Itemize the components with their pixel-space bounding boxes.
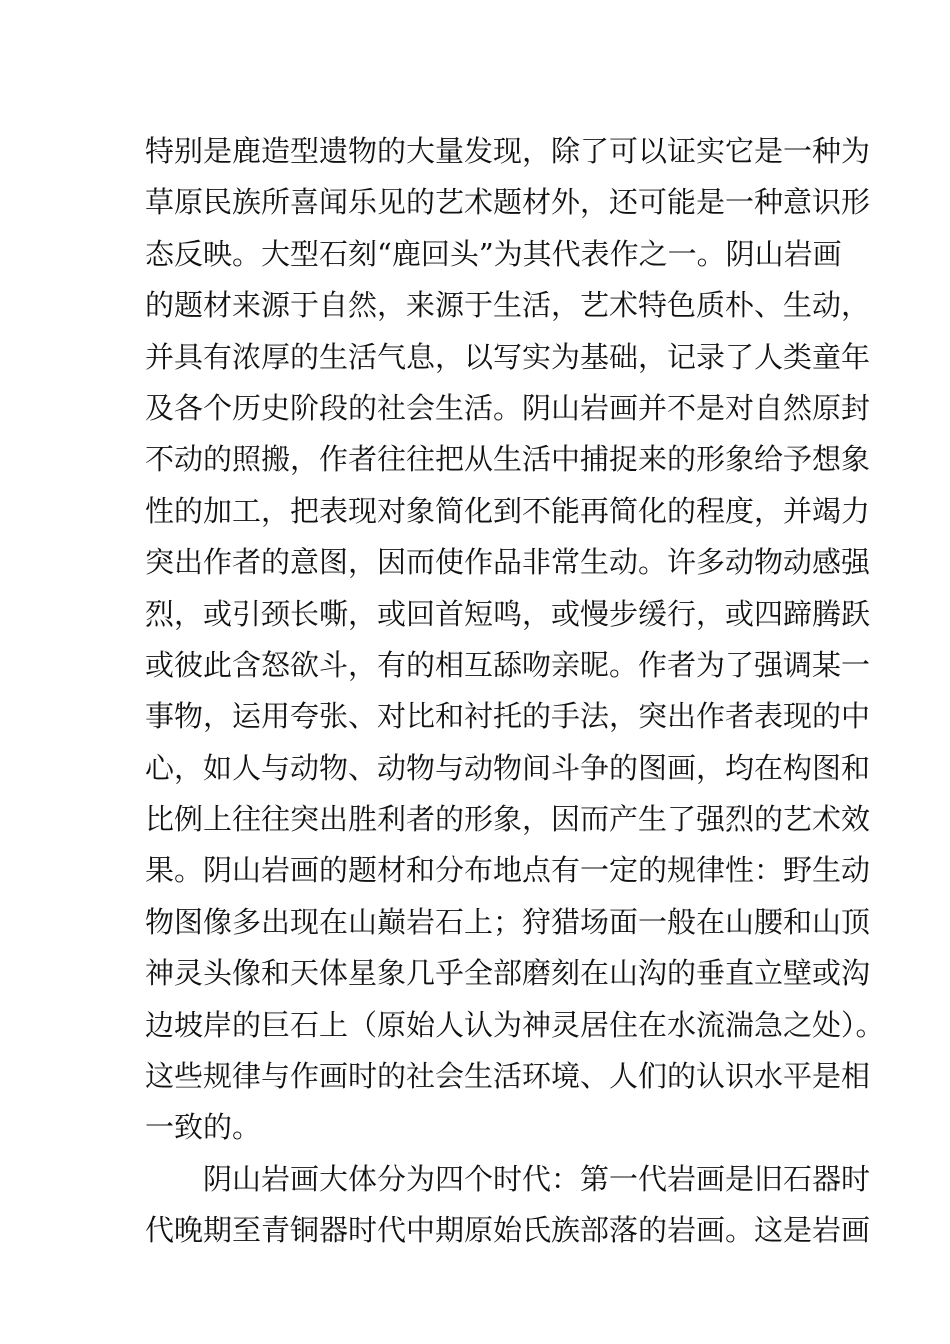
text-line: 比例上往往突出胜利者的形象，因而产生了强烈的艺术效 (145, 802, 871, 837)
text-line: 态反映。大型石刻“鹿回头”为其代表作之一。阴山岩画 (145, 236, 842, 271)
text-line: 并具有浓厚的生活气息，以写实为基础，记录了人类童年 (145, 339, 871, 374)
text-line: 或彼此含怒欲斗，有的相互舔吻亲昵。作者为了强调某一 (145, 647, 871, 682)
text-line: 代晚期至青铜器时代中期原始氏族部落的岩画。这是岩画 (145, 1213, 871, 1248)
text-line: 果。阴山岩画的题材和分布地点有一定的规律性：野生动 (145, 853, 871, 888)
text-line: 一致的。 (145, 1110, 262, 1145)
paragraph (145, 126, 885, 1154)
text-line: 阴山岩画大体分为四个时代：第一代岩画是旧石器时 (203, 1161, 871, 1196)
text-line: 这些规律与作画时的社会生活环境、人们的认识水平是相 (145, 1059, 871, 1094)
text-line: 心，如人与动物、动物与动物间斗争的图画，均在构图和 (145, 750, 871, 785)
text-line: 特别是鹿造型遗物的大量发现，除了可以证实它是一种为 (145, 134, 871, 168)
text-line: 烈，或引颈长嘶，或回首短鸣，或慢步缓行，或四蹄腾跃 (145, 596, 871, 631)
text-line: 的题材来源于自然，来源于生活，艺术特色质朴、生动， (145, 288, 871, 323)
text-line: 不动的照搬，作者往往把从生活中捕捉来的形象给予想象 (145, 442, 871, 477)
text-line: 物图像多出现在山巅岩石上；狩猎场面一般在山腰和山顶 (145, 904, 871, 939)
body-text (145, 126, 885, 1257)
paragraph (145, 1154, 871, 1257)
text-line: 及各个历史阶段的社会生活。阴山岩画并不是对自然原封 (145, 390, 871, 425)
text-line: 草原民族所喜闻乐见的艺术题材外，还可能是一种意识形 (145, 185, 871, 220)
text-line: 边坡岸的巨石上（原始人认为神灵居住在水流湍急之处）。 (145, 1007, 885, 1042)
text-line: 事物，运用夸张、对比和衬托的手法，突出作者表现的中 (145, 699, 871, 734)
text-line: 性的加工，把表现对象简化到不能再简化的程度，并竭力 (145, 493, 871, 528)
text-line: 突出作者的意图，因而使作品非常生动。许多动物动感强 (145, 545, 871, 580)
text-line: 神灵头像和天体星象几乎全部磨刻在山沟的垂直立壁或沟 (145, 956, 871, 991)
